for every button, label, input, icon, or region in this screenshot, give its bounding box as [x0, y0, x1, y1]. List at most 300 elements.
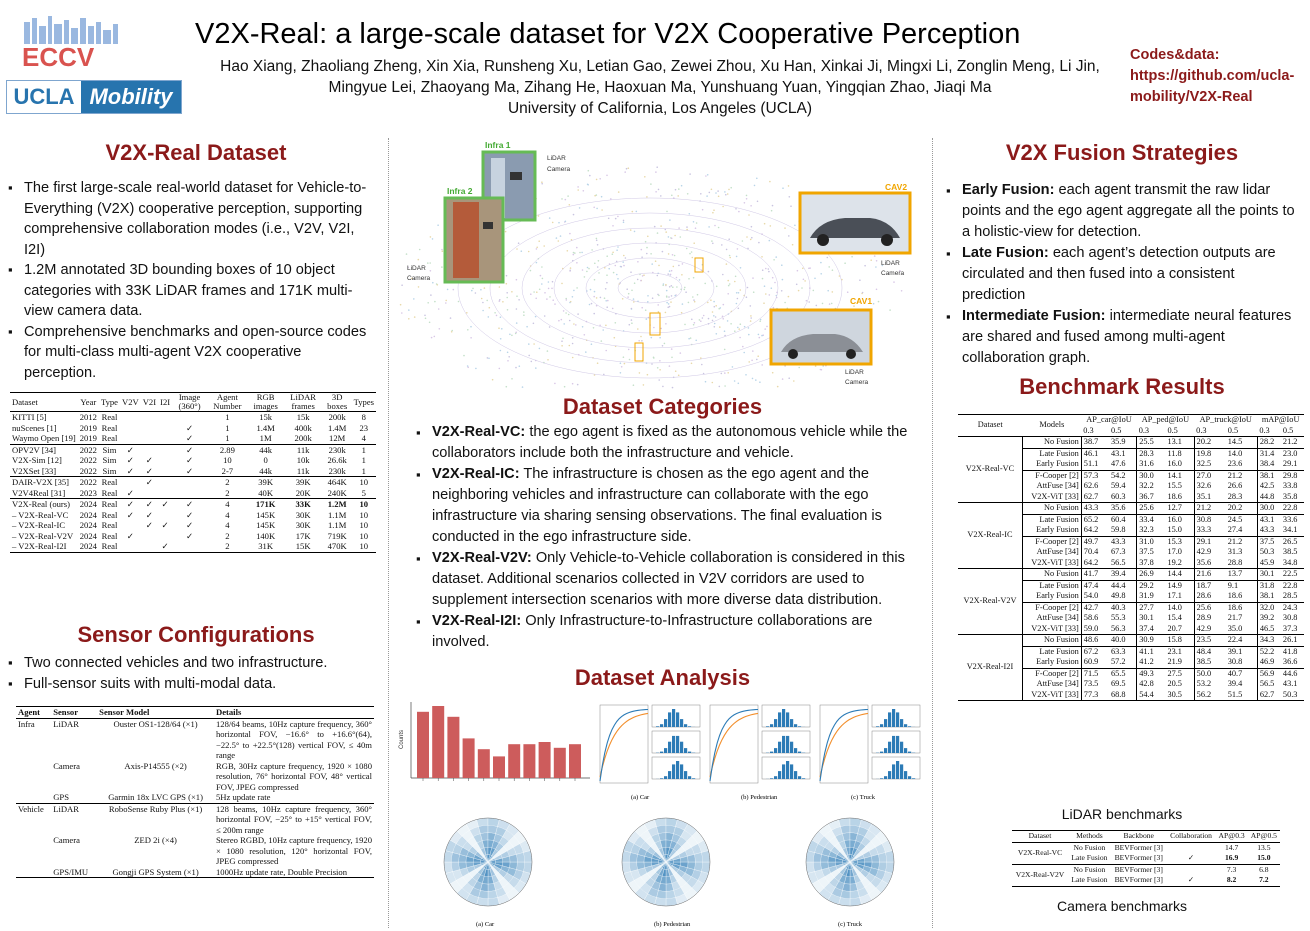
table-cell: – V2X-Real-I2I — [12, 541, 67, 551]
point-cloud-dot — [714, 326, 716, 328]
point-cloud-dot — [876, 260, 878, 262]
point-cloud-dot — [536, 248, 538, 250]
table-header-cell: I2I — [160, 396, 171, 407]
point-cloud-dot — [544, 315, 546, 317]
table-cell — [158, 488, 172, 499]
point-cloud-dot — [775, 256, 777, 258]
point-cloud-dot — [641, 307, 643, 309]
point-cloud-dot — [640, 336, 642, 338]
table-cell: 23.5 — [1196, 635, 1212, 644]
table-cell: 68.8 — [1109, 690, 1137, 701]
table-cell: ✓ — [185, 433, 194, 443]
dataset-comparison-table — [10, 392, 376, 553]
point-cloud-dot — [467, 365, 469, 367]
table-cell: Gongji GPS System (×1) — [112, 866, 199, 877]
point-cloud-dot — [539, 348, 541, 350]
point-cloud-dot — [584, 276, 586, 278]
point-cloud-dot — [664, 343, 666, 345]
point-cloud-dot — [626, 288, 628, 290]
point-cloud-dot — [616, 274, 618, 276]
point-cloud-dot — [640, 280, 642, 282]
point-cloud-dot — [615, 322, 617, 324]
point-cloud-dot — [761, 364, 763, 366]
point-cloud-dot — [831, 303, 833, 305]
point-cloud-dot — [727, 293, 729, 295]
table-cell: 26.5 — [1281, 536, 1304, 547]
point-cloud-dot — [693, 221, 695, 223]
point-cloud-dot — [500, 316, 502, 318]
camera-benchmark-table — [1012, 830, 1280, 887]
point-cloud-dot — [656, 166, 658, 168]
histogram-bar — [896, 761, 899, 779]
point-cloud-dot — [605, 350, 607, 352]
point-cloud-dot — [740, 289, 742, 291]
point-cloud-dot — [475, 368, 477, 370]
table-cell: AttFuse [34] — [1022, 613, 1081, 624]
table-cell: 20.7 — [1165, 624, 1194, 635]
table-cell: 15.0 — [1165, 525, 1194, 536]
table-header-cell: Agent Number — [213, 392, 242, 411]
table-cell — [158, 477, 172, 488]
point-cloud-dot — [618, 191, 620, 193]
point-cloud-dot — [665, 312, 667, 314]
svg-text:Camera: Camera — [547, 166, 571, 173]
table-cell: 38.1 — [1259, 591, 1275, 600]
polar-cell — [479, 825, 489, 833]
point-cloud-dot — [615, 265, 617, 267]
point-cloud-dot — [724, 191, 726, 193]
point-cloud-dot — [727, 280, 729, 282]
curve-line — [710, 710, 758, 782]
point-cloud-dot — [552, 281, 554, 283]
table-cell: 32.3 — [1139, 525, 1154, 534]
point-cloud-dot — [675, 370, 677, 372]
point-cloud-dot — [748, 361, 750, 363]
point-cloud-dot — [506, 386, 508, 388]
histogram-bar — [664, 776, 667, 779]
table-cell: 40K — [258, 487, 274, 498]
point-cloud-dot — [509, 334, 511, 336]
table-cell — [16, 835, 51, 867]
point-cloud-dot — [470, 337, 472, 339]
table-row — [16, 867, 374, 878]
table-cell: 56.3 — [1109, 624, 1137, 635]
table-cell: 1.1M — [327, 520, 347, 530]
table-cell: 39.4 — [1109, 569, 1137, 581]
point-cloud-dot — [577, 189, 579, 191]
table-cell: 38.7 — [1083, 437, 1099, 446]
table-cell: 60.4 — [1109, 514, 1137, 525]
polar-cell — [516, 853, 524, 863]
point-cloud-dot — [671, 357, 673, 359]
table-row — [16, 718, 374, 761]
point-cloud-dot — [556, 237, 558, 239]
point-cloud-dot — [471, 290, 473, 292]
point-cloud-dot — [764, 285, 766, 287]
table-cell: Real — [101, 541, 118, 551]
bullet-item — [416, 611, 926, 653]
table-row — [16, 761, 374, 793]
table-cell: 30.5 — [1165, 690, 1194, 701]
table-cell: 30K — [295, 509, 311, 520]
dataset-cell: V2X-Real-I2I — [958, 635, 1022, 701]
table-cell: 1.4M — [327, 422, 347, 433]
point-cloud-dot — [712, 382, 714, 384]
lidar-table-caption: LiDAR benchmarks — [1061, 806, 1183, 822]
point-cloud-dot — [859, 279, 861, 281]
point-cloud-dot — [470, 326, 472, 328]
table-cell: 43.1 — [1282, 679, 1298, 688]
point-cloud-dot — [658, 265, 660, 267]
point-cloud-dot — [693, 324, 695, 326]
point-cloud-dot — [751, 237, 753, 239]
point-cloud-dot — [547, 359, 549, 361]
table-cell: ✓ — [145, 455, 153, 465]
point-cloud-dot — [605, 325, 607, 327]
table-cell: 18.6 — [1226, 602, 1258, 613]
polar-cell — [841, 825, 851, 833]
point-cloud-dot — [657, 232, 659, 234]
table-header-cell: 0.5 — [1167, 425, 1178, 435]
point-cloud-dot — [740, 323, 742, 325]
point-cloud-dot — [605, 300, 607, 302]
point-cloud-dot — [418, 259, 420, 261]
point-cloud-dot — [484, 287, 486, 289]
point-cloud-dot — [427, 302, 429, 304]
histogram-bar — [904, 748, 907, 753]
point-cloud-dot — [536, 262, 538, 264]
point-cloud-dot — [870, 259, 872, 261]
point-cloud-dot — [710, 299, 712, 301]
table-cell: 57.2 — [1109, 657, 1137, 668]
point-cloud-dot — [516, 279, 518, 281]
point-cloud-dot — [637, 279, 639, 281]
table-cell: 31K — [258, 541, 274, 551]
table-cell: 40.3 — [1109, 602, 1137, 613]
table-header-cell: 0.3 — [1196, 425, 1207, 435]
bullet-text: each agent’s detection outputs are circulated and then fused into a consistent prediction — [962, 245, 1276, 303]
histogram-bar — [884, 748, 887, 753]
point-cloud-dot — [535, 316, 537, 318]
point-cloud-dot — [623, 220, 625, 222]
point-cloud-dot — [575, 324, 577, 326]
table-cell — [172, 477, 207, 488]
table-cell: 41.1 — [1137, 646, 1166, 657]
point-cloud-dot — [862, 292, 864, 294]
table-cell: 26.6k — [327, 455, 347, 465]
point-cloud-dot — [572, 296, 574, 298]
table-cell — [141, 541, 158, 552]
point-cloud-dot — [538, 240, 540, 242]
point-cloud-dot — [772, 277, 774, 279]
table-cell — [158, 412, 172, 423]
table-header-row — [1012, 831, 1280, 843]
point-cloud-dot — [658, 295, 660, 297]
point-cloud-dot — [806, 300, 808, 302]
histogram-bar — [688, 726, 691, 727]
table-cell: 30.8 — [1194, 514, 1226, 525]
table-cell: 10 — [359, 541, 369, 551]
point-cloud-dot — [526, 326, 528, 328]
point-cloud-dot — [634, 282, 636, 284]
table-cell: 30.9 — [1139, 635, 1154, 644]
point-cloud-dot — [570, 267, 572, 269]
table-cell: 36.7 — [1139, 491, 1154, 501]
table-cell: 38.1 — [1257, 470, 1281, 481]
histogram-bar — [684, 771, 687, 779]
point-cloud-dot — [771, 210, 773, 212]
table-cell: 17.1 — [1165, 591, 1194, 602]
point-cloud-dot — [864, 265, 866, 267]
polar-cell — [878, 853, 886, 863]
table-cell: 11.8 — [1165, 448, 1194, 459]
point-cloud-dot — [782, 279, 784, 281]
bar-ylabel: Counts — [399, 729, 405, 749]
point-cloud-dot — [463, 355, 465, 357]
point-cloud-dot — [754, 185, 756, 187]
point-cloud-dot — [492, 379, 494, 381]
point-cloud-dot — [706, 195, 708, 197]
point-cloud-dot — [521, 250, 523, 252]
point-cloud-dot — [430, 270, 432, 272]
table-cell: 1.1M — [327, 509, 347, 520]
point-cloud-dot — [630, 229, 632, 231]
table-cell: ✓ — [145, 509, 153, 520]
point-cloud-dot — [589, 304, 591, 306]
table-cell: 27.0 — [1194, 470, 1226, 481]
table-cell: 15.3 — [1165, 536, 1194, 547]
histogram-bar — [672, 709, 675, 727]
table-cell: 1.2M — [327, 499, 347, 509]
table-cell: ✓ — [161, 520, 169, 530]
table-cell: 200k — [328, 412, 346, 422]
histogram-bar — [684, 724, 687, 727]
table-cell: 14.7 — [1224, 842, 1239, 852]
table-cell: V2X-ViT [33] — [1022, 624, 1081, 635]
point-cloud-dot — [634, 231, 636, 233]
table-cell: ✓ — [185, 509, 194, 520]
table-cell: Sim — [102, 455, 117, 465]
point-cloud-dot — [438, 308, 440, 310]
point-cloud-dot — [547, 350, 549, 352]
table-cell: 54.2 — [1109, 470, 1137, 481]
table-cell: 230k — [328, 465, 346, 476]
table-cell: ✓ — [161, 541, 169, 551]
table-cell: ✓ — [185, 422, 194, 433]
table-cell: LiDAR — [53, 803, 79, 814]
table-cell: 70.4 — [1083, 547, 1099, 556]
bullet-text: The infrastructure is chosen as the ego agent and the neighboring vehicles and infrastructure can collaborate with the ego infrastructure via sharing sensing observations. The final evaluation is conducted in the ego infrastructure side. — [432, 466, 882, 545]
polar-cell — [666, 890, 676, 898]
point-cloud-dot — [472, 288, 474, 290]
point-cloud-dot — [536, 291, 538, 293]
table-cell: 44.8 — [1259, 491, 1275, 501]
table-cell: Late Fusion — [1022, 448, 1081, 459]
bullet-item — [416, 422, 926, 464]
table-cell: 719K — [327, 530, 347, 541]
point-cloud-dot — [737, 248, 739, 250]
point-cloud-dot — [678, 188, 680, 190]
point-cloud-dot — [617, 216, 619, 218]
bullet-term: V2X-Real-VC: — [432, 424, 526, 440]
point-cloud-dot — [876, 289, 878, 291]
point-cloud-dot — [700, 193, 702, 195]
table-cell: 2 — [225, 487, 230, 498]
point-cloud-dot — [549, 217, 551, 219]
table-cell: ✓ — [126, 509, 134, 520]
table-cell: 26.9 — [1139, 569, 1154, 578]
point-cloud-dot — [681, 185, 683, 187]
point-cloud-dot — [773, 307, 775, 309]
point-cloud-dot — [612, 252, 614, 254]
point-cloud-dot — [522, 386, 524, 388]
table-cell: 31.8 — [1257, 580, 1281, 591]
point-cloud-dot — [612, 225, 614, 227]
point-cloud-dot — [765, 293, 767, 295]
point-cloud-dot — [750, 317, 752, 319]
point-cloud-dot — [832, 291, 834, 293]
table-header-cell: LiDAR frames — [290, 392, 317, 411]
table-cell: – V2X-Real-IC — [12, 520, 66, 530]
table-cell — [120, 520, 141, 531]
point-cloud-dot — [643, 384, 645, 386]
table-cell: 15k — [296, 412, 310, 422]
point-cloud-dot — [820, 369, 822, 371]
point-cloud-dot — [607, 300, 609, 302]
bullet-item: ▪ Full-sensor suits with multi-modal data. — [8, 674, 376, 695]
point-cloud-dot — [502, 301, 504, 303]
histogram-bar — [770, 778, 773, 779]
point-cloud-dot — [660, 328, 662, 330]
point-cloud-dot — [533, 343, 535, 345]
point-cloud-dot — [631, 290, 633, 292]
point-cloud-dot — [593, 313, 595, 315]
point-cloud-dot — [676, 286, 678, 288]
point-cloud-dot — [573, 252, 575, 254]
point-cloud-dot — [681, 274, 683, 276]
table-cell: V2XSet [33] — [12, 465, 57, 476]
point-cloud-dot — [746, 195, 748, 197]
point-cloud-dot — [662, 345, 664, 347]
point-cloud-dot — [582, 269, 584, 271]
table-cell: 32.5 — [1196, 459, 1212, 468]
table-cell: 44.4 — [1109, 580, 1137, 591]
point-cloud-dot — [588, 268, 590, 270]
point-cloud-dot — [631, 308, 633, 310]
point-cloud-dot — [658, 311, 660, 313]
point-cloud-dot — [596, 208, 598, 210]
point-cloud-dot — [738, 328, 740, 330]
table-cell: BEVFormer [3] — [1114, 842, 1163, 852]
point-cloud-dot — [565, 312, 567, 314]
section-title-benchmark: Benchmark Results — [1019, 374, 1225, 399]
point-cloud-dot — [725, 194, 727, 196]
table-cell: 49.8 — [1109, 591, 1137, 602]
point-cloud-dot — [671, 295, 673, 297]
table-cell: 10 — [223, 455, 232, 465]
point-cloud-dot — [756, 178, 758, 180]
table-cell: 21.2 — [1282, 437, 1298, 446]
point-cloud-dot — [518, 242, 520, 244]
table-cell: ✓ — [185, 465, 194, 476]
point-cloud-dot — [408, 318, 410, 320]
table-cell: 39K — [258, 477, 274, 487]
table-cell: ✓ — [1187, 853, 1195, 862]
table-row — [10, 477, 376, 488]
table-cell: 1.4M — [256, 422, 275, 433]
point-cloud-dot — [646, 253, 648, 255]
point-cloud-dot — [475, 292, 477, 294]
point-cloud-dot — [695, 227, 697, 229]
table-cell: 22.5 — [1282, 569, 1298, 578]
table-cell: 62.6 — [1083, 481, 1099, 490]
point-cloud-dot — [788, 185, 790, 187]
table-cell: 23.6 — [1226, 459, 1258, 470]
table-cell: 67.3 — [1109, 547, 1137, 558]
point-cloud-dot — [507, 352, 509, 354]
table-cell: 42.8 — [1139, 679, 1154, 688]
table-cell: 35.6 — [1196, 557, 1212, 567]
table-cell — [16, 792, 51, 803]
table-cell: 4 — [361, 433, 366, 443]
table-cell: 21.2 — [1226, 470, 1258, 481]
table-cell: 59.8 — [1109, 525, 1137, 536]
author-list: Hao Xiang, Zhaoliang Zheng, Xin Xia, Runsheng Xu, Letian Gao, Zewei Zhou, Xu Han, Xinkai Ji, Mingxi Li, Zonglin Meng, Li Jin, Mingyue Lei, Zhaoyang Ma, Zihang He, Haoxuan Ma, Yunshuang Yuan, Yingqian Zhao, Jiaqi Ma University of California, Los Angeles (UCLA) — [220, 58, 1100, 117]
table-cell: 11k — [296, 465, 310, 476]
table-cell: 230k — [328, 444, 346, 455]
point-cloud-dot — [674, 235, 676, 237]
point-cloud-dot — [639, 372, 641, 374]
table-cell: 36.6 — [1282, 657, 1298, 666]
polar-caption: (c) Truck — [838, 921, 863, 928]
point-cloud-dot — [768, 268, 770, 270]
table-cell: 128/64 beams, 10Hz capture frequency, 360° horizontal FOV, −16.6° to +16.6°(64), −22.5° to +22.5°(128) vertical FOV, ≤ 40m range — [216, 718, 372, 760]
point-cloud-dot — [759, 320, 761, 322]
point-cloud-dot — [772, 372, 774, 374]
point-cloud-dot — [612, 308, 614, 310]
point-cloud-dot — [684, 289, 686, 291]
point-cloud-dot — [625, 257, 627, 259]
table-cell: 34.1 — [1282, 525, 1298, 534]
table-row — [10, 510, 376, 521]
point-cloud-dot — [753, 291, 755, 293]
table-cell: 15.5 — [1165, 481, 1194, 492]
table-cell: 53.2 — [1196, 679, 1212, 688]
code-link[interactable]: Codes&data: https://github.com/ucla-mobility/V2X-Real — [1130, 47, 1295, 105]
point-cloud-dot — [769, 240, 771, 242]
point-cloud-dot — [651, 263, 653, 265]
point-cloud-dot — [671, 238, 673, 240]
table-cell: 31.9 — [1139, 591, 1154, 600]
point-cloud-dot — [671, 270, 673, 272]
table-cell: 2024 — [79, 509, 97, 520]
point-cloud-dot — [541, 181, 543, 183]
histogram-bar — [782, 736, 785, 753]
table-cell: Garmin 18x LVC GPS (×1) — [108, 792, 203, 802]
point-cloud-dot — [678, 265, 680, 267]
point-cloud-dot — [518, 299, 520, 301]
column-divider — [388, 138, 389, 928]
point-cloud-dot — [629, 324, 631, 326]
bullet-term: V2X-Real-V2V: — [432, 550, 532, 566]
point-cloud-dot — [577, 186, 579, 188]
point-cloud-dot — [662, 386, 664, 388]
table-header-row — [16, 707, 374, 719]
point-cloud-dot — [636, 211, 638, 213]
point-cloud-dot — [554, 383, 556, 385]
point-cloud-dot — [516, 295, 518, 297]
table-cell: 2023 — [79, 487, 97, 498]
